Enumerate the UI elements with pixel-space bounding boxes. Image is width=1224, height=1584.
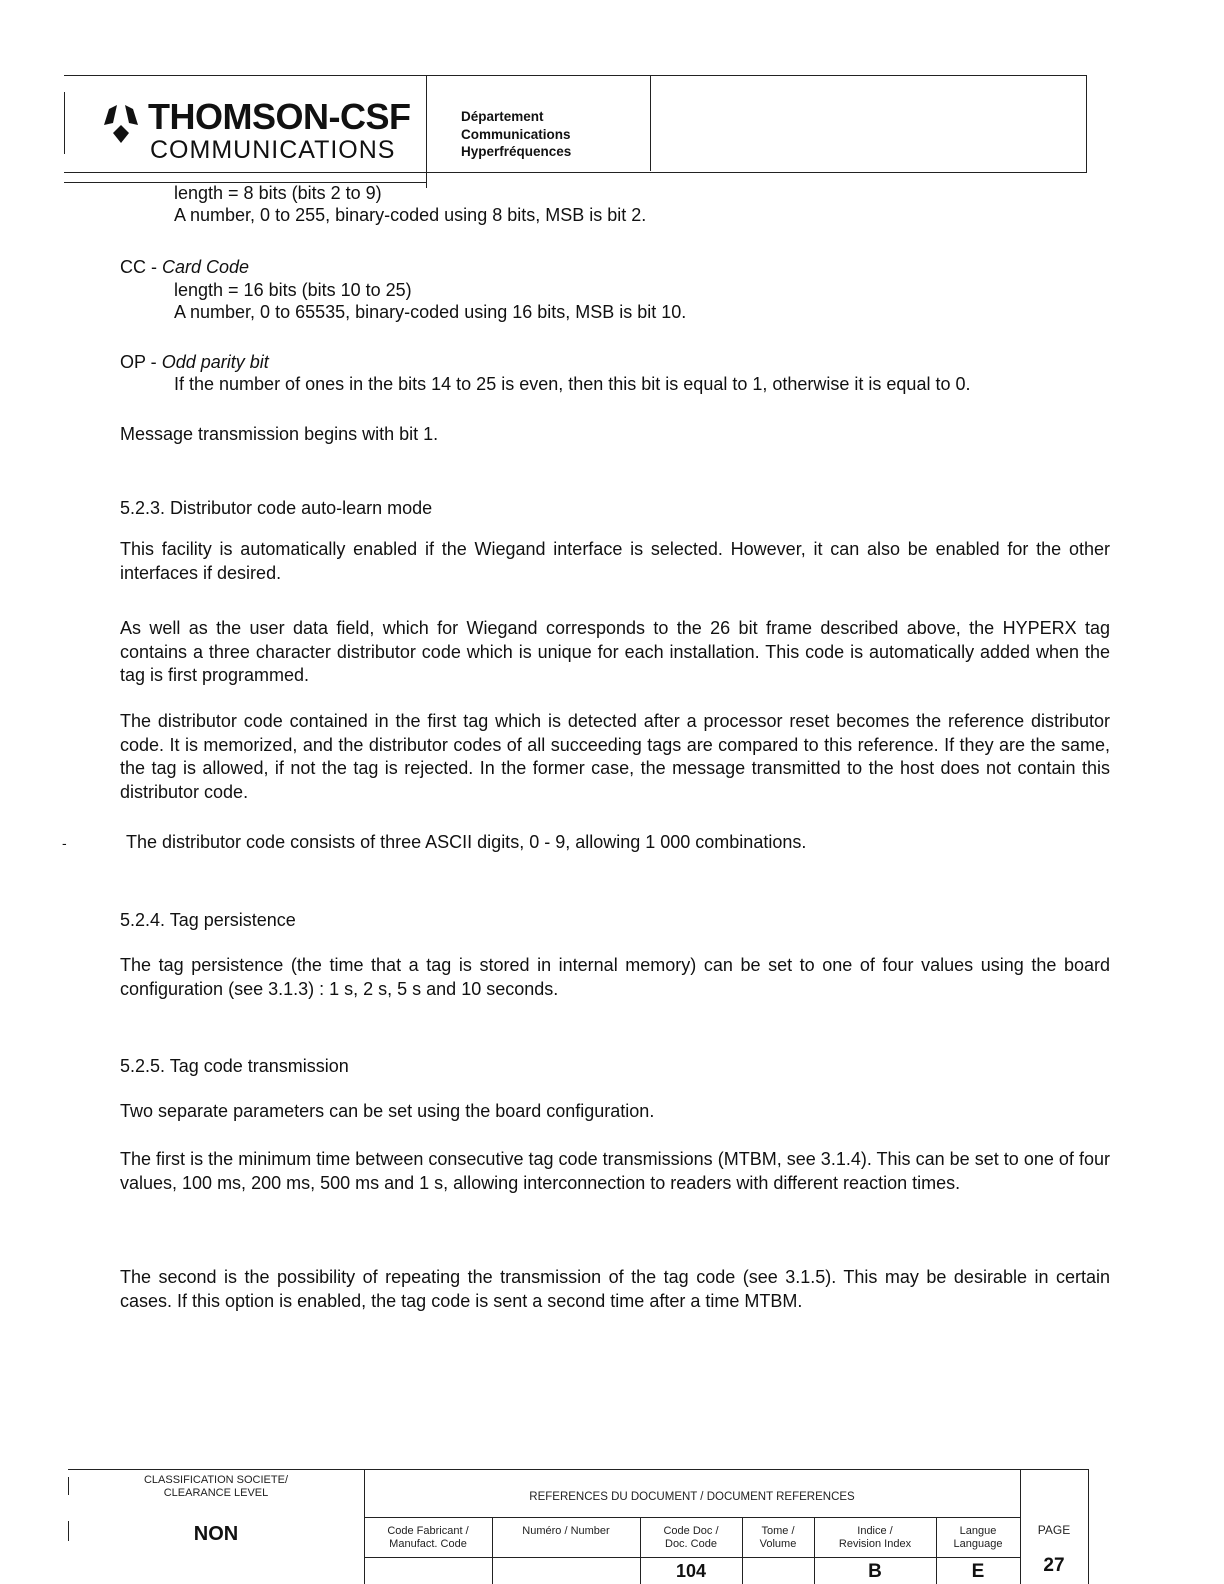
paragraph: The first is the minimum time between consecutive tag code transmissions (MTBM, see 3.1.4). This can be set to one of four values, 100 ms, 200 ms, 500 ms and 1 s, allowing interconnection to readers with different reaction times. bbox=[120, 1149, 1110, 1193]
column-header-line: Volume bbox=[759, 1538, 797, 1550]
field-title bbox=[120, 256, 249, 279]
section-heading: 5.2.4. Tag persistence bbox=[120, 910, 296, 930]
doc-code-value: 104 bbox=[675, 1561, 707, 1581]
department-line: Hyperfréquences bbox=[461, 144, 572, 159]
column-header-line: Manufact. Code bbox=[389, 1538, 467, 1550]
column-header-doc-code bbox=[640, 1525, 742, 1551]
section-heading: 5.2.3. Distributor code auto-learn mode bbox=[120, 498, 433, 518]
column-header-line: Code Fabricant / bbox=[387, 1525, 469, 1537]
paragraph: As well as the user data field, which for Wiegand corresponds to the 26 bit frame described above, the HYPERX tag contains a three character distributor code which is unique for each installation. This code is automatically added when the tag is first programmed. bbox=[120, 618, 1110, 685]
paragraph: The tag persistence (the time that a tag is stored in internal memory) can be set to one of four values using the board configuration (see 3.1.3) : 1 s, 2 s, 5 s and 10 seconds. bbox=[120, 955, 1110, 999]
field-length: length = 16 bits (bits 10 to 25) bbox=[174, 280, 412, 300]
classification-label-line: CLASSIFICATION SOCIETE/ bbox=[143, 1474, 289, 1486]
field-description: A number, 0 to 255, binary-coded using 8 bits, MSB is bit 2. bbox=[174, 205, 647, 225]
paragraph: The distributor code consists of three ASCII digits, 0 - 9, allowing 1 000 combinations. bbox=[126, 832, 807, 852]
field-name: Card Code bbox=[162, 257, 250, 277]
paragraph: Two separate parameters can be set using the board configuration. bbox=[120, 1101, 655, 1121]
department-line: Communications bbox=[461, 126, 571, 142]
margin-mark: - bbox=[62, 835, 67, 851]
company-name: THOMSON-CSF bbox=[148, 96, 411, 137]
column-header-manufact-code bbox=[364, 1525, 492, 1551]
department-block bbox=[461, 108, 571, 161]
paragraph: The second is the possibility of repeating the transmission of the tag code (see 3.1.5). This may be desirable in certain cases. If this option is enabled, the tag code is sent a second time after a time MTBM. bbox=[120, 1267, 1110, 1311]
department-line: Département bbox=[461, 109, 544, 124]
field-length: length = 8 bits (bits 2 to 9) bbox=[174, 183, 382, 203]
field-description: A number, 0 to 65535, binary-coded using 16 bits, MSB is bit 10. bbox=[174, 302, 687, 322]
field-abbr: CC - bbox=[120, 257, 162, 277]
references-title: REFERENCES DU DOCUMENT / DOCUMENT REFERENCES bbox=[529, 1491, 855, 1503]
field-name: Odd parity bit bbox=[161, 352, 269, 372]
header-divider bbox=[650, 75, 651, 171]
company-division: COMMUNICATIONS bbox=[150, 136, 396, 164]
page-label: PAGE bbox=[1037, 1523, 1071, 1537]
field-title bbox=[120, 351, 269, 374]
field-abbr: OP - bbox=[120, 352, 162, 372]
paragraph: This facility is automatically enabled if the Wiegand interface is selected. However, it can also be enabled for the other interfaces if desired. bbox=[120, 539, 1110, 583]
column-header-line: Indice / bbox=[857, 1525, 893, 1537]
column-header-line: Langue bbox=[959, 1525, 997, 1537]
classification-value: NON bbox=[193, 1523, 239, 1545]
thomson-logo-icon bbox=[100, 103, 142, 147]
column-header-line: Doc. Code bbox=[665, 1538, 717, 1550]
column-header-number: Numéro / Number bbox=[522, 1525, 610, 1537]
classification-label-line: CLEARANCE LEVEL bbox=[163, 1487, 269, 1499]
document-references-table bbox=[68, 1469, 1089, 1584]
language-value: E bbox=[971, 1561, 985, 1582]
paragraph: Message transmission begins with bit 1. bbox=[120, 424, 439, 444]
column-header-line: Code Doc / bbox=[663, 1525, 719, 1537]
revision-value: B bbox=[868, 1561, 882, 1582]
field-description: If the number of ones in the bits 14 to 25 is even, then this bit is equal to 1, otherwise it is equal to 0. bbox=[174, 374, 971, 394]
header-divider bbox=[426, 75, 427, 188]
column-header-language bbox=[936, 1525, 1020, 1551]
page-number: 27 bbox=[1043, 1555, 1065, 1576]
header-left-rule bbox=[64, 92, 65, 154]
column-header-revision bbox=[814, 1525, 936, 1551]
column-header-line: Revision Index bbox=[838, 1538, 912, 1550]
section-heading: 5.2.5. Tag code transmission bbox=[120, 1056, 349, 1076]
column-header-line: Tome / bbox=[761, 1525, 795, 1537]
column-header-volume bbox=[742, 1525, 814, 1551]
classification-label bbox=[68, 1474, 364, 1500]
column-header-line: Language bbox=[953, 1538, 1003, 1550]
paragraph: The distributor code contained in the first tag which is detected after a processor reset becomes the reference distributor code. It is memorized, and the distributor codes of all succeeding tags are compared to this reference. If they are the same, the tag is allowed, if not the tag is rejected. In the former case, the message transmitted to the host does not contain this distributor code. bbox=[120, 711, 1110, 802]
